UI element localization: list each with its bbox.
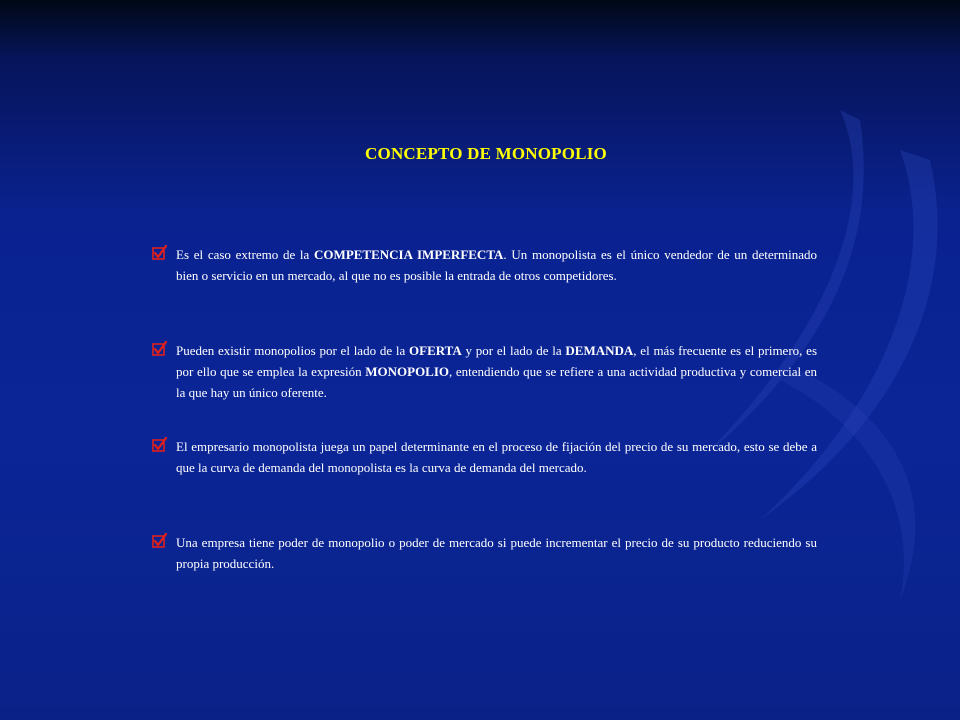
- checkbox-check-icon: [152, 245, 168, 261]
- bullet-text: El empresario monopolista juega un papel determinante en el proceso de fijación del precio de su mercado, esto se debe a que la curva de demanda del monopolista es la curva de demanda del mercado.: [176, 439, 817, 475]
- checkbox-check-icon: [152, 341, 168, 357]
- bullet-text: Es el caso extremo de la COMPETENCIA IMPERFECTA. Un monopolista es el único vendedor de un determinado bien o servicio en un mercado, al que no es posible la entrada de otros competidores.: [176, 247, 818, 283]
- bullet-text: Pueden existir monopolios por el lado de la OFERTA y por el lado de la DEMANDA, el más frecuente es el primero, es por ello que se emplea la expresión MONOPOLIO, entendiendo que se refiere a una actividad productiva y comercial en la que hay un único oferente.: [176, 343, 818, 400]
- bullet-item: [152, 532, 817, 574]
- bullet-item: [152, 340, 817, 436]
- bullet-item: [152, 244, 817, 340]
- bullet-text: Una empresa tiene poder de monopolio o poder de mercado si puede incrementar el precio de su producto reduciendo su propia producción.: [176, 535, 817, 571]
- checkbox-check-icon: [152, 437, 168, 453]
- bullet-list: [152, 244, 817, 574]
- bullet-item: [152, 436, 817, 532]
- slide-title: CONCEPTO DE MONOPOLIO: [365, 144, 607, 163]
- checkbox-check-icon: [152, 533, 168, 549]
